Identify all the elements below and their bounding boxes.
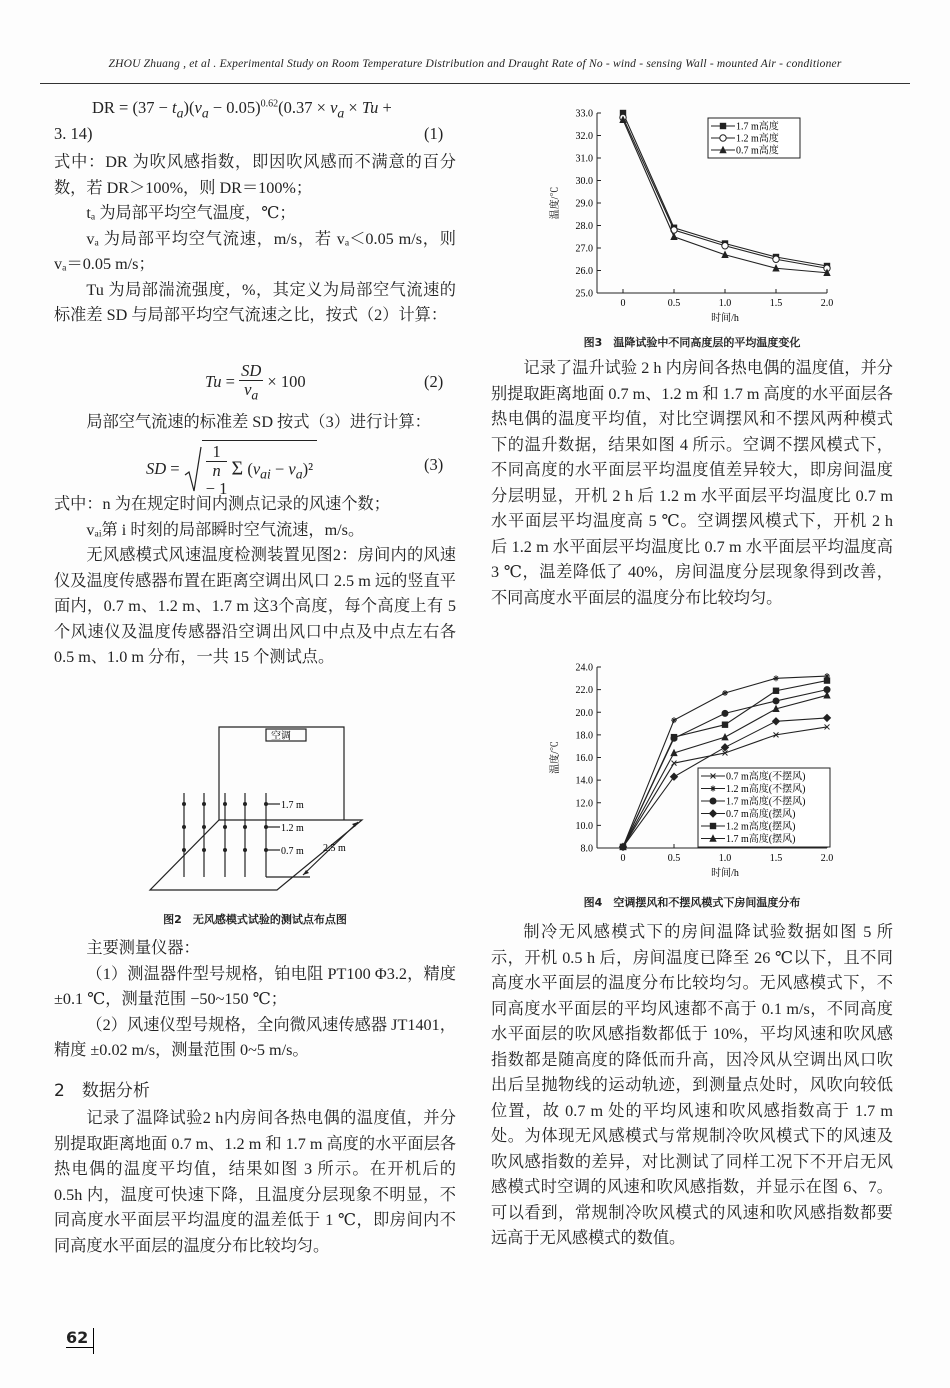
- y-tick-label: 25.0: [575, 288, 593, 300]
- paragraph-instruments: 主要测量仪器：: [86, 939, 200, 957]
- data-point: [671, 717, 677, 723]
- paragraph-instrument-1: （1）测温器件型号规格，铂电阻 PT100 Φ3.2，精度 ±0.1 ℃，测量范围 −50~150 ℃；: [54, 964, 456, 1008]
- equation-2: Tu = $\frac{SD}{v_a}$ × 100: [205, 361, 306, 403]
- data-point: [824, 677, 830, 683]
- figure-3-chart: [530, 100, 850, 325]
- paragraph-temperature-rise: 记录了温升试验 2 h 内房间各热电偶的温度值，并分别提取距离地面 0.7 m、1.2 m 和 1.7 m 高度的水平面层各热电偶的温度平均值，对比空调摆风和不摆风两种模式下的温升数据，结果如图 4 所示。空调不摆风模式下，不同高度的水平面层平均温度值差异较大，即房间温度分层明显，开机 2 h 后 1.2 m 水平面层平均温度比 0.7 m 水平面层平均温度高 5 ℃。空调摆风模式下，开机 2 h 后 1.2 m 水平面层平均温度比 0.7 m 水平面层平均温度高 3 ℃，温差降低了 40%，房间温度分层现象得到改善，不同高度水平面层的温度分布比较均匀。: [491, 359, 893, 607]
- x-tick-label: 0.5: [667, 853, 681, 864]
- equation-1-cont: 3. 14): [54, 124, 93, 143]
- legend-label: 1.7 m高度(不摆风): [726, 796, 806, 808]
- x-tick-label: 0: [620, 298, 626, 309]
- figure-4-chart: [530, 655, 850, 880]
- paragraph-temperature-fall: 记录了温降试验2 h内房间各热电偶的温度值，并分别提取距离地面 0.7 m、1.2 m 和 1.7 m 高度的水平面层各热电偶的温度平均值，结果如图 3 所示。在开机后的 0.5h 内，温度可快速下降，且温度分层现象不明显，不同高度水平面层平均温度的温差低于 1 ℃，即房间内不同高度水平面层的温度分布比较均匀。: [54, 1109, 456, 1255]
- figure-4-caption: 图4 空调摆风和不摆风模式下房间温度分布: [583, 896, 801, 909]
- data-point: [670, 773, 678, 781]
- paragraph-vai: vₐᵢ第 i 时刻的局部瞬时空气流速，m/s。: [86, 520, 365, 539]
- legend-label: 0.7 m高度(不摆风): [726, 771, 806, 783]
- paragraph-n: 式中：n 为在规定时间内测点记录的风速个数；: [54, 495, 390, 513]
- y-axis-label: 温度/℃: [550, 186, 561, 220]
- data-point: [773, 675, 779, 681]
- equation-3: SD = 1 n − 1 Σ $(v_{ai} - v_a)^2$: [146, 440, 317, 500]
- legend-label: 1.7 m高度: [736, 121, 779, 133]
- y-tick-label: 24.0: [575, 662, 593, 674]
- legend-marker: [720, 135, 726, 141]
- paragraph-va: vₐ 为局部平均空气流速，m/s，若 vₐ＜0.05 m/s，则 vₐ＝0.05 m/s；: [54, 229, 456, 273]
- legend-label: 1.2 m高度: [736, 133, 779, 145]
- left-text-sd: [54, 410, 456, 436]
- data-point: [773, 697, 780, 704]
- header-rule: [40, 83, 910, 84]
- equation-1-number: (1): [424, 124, 444, 143]
- y-tick-label: 8.0: [580, 843, 593, 855]
- data-point: [722, 690, 728, 696]
- data-point: [721, 743, 729, 751]
- y-axis-label: 温度/℃: [550, 741, 561, 774]
- y-tick-label: 20.0: [575, 707, 593, 719]
- left-text-block-2: [54, 492, 456, 671]
- left-text-block-1: [54, 150, 456, 329]
- data-point: [772, 717, 780, 725]
- y-tick-label: 28.0: [575, 221, 593, 232]
- equation-3-number: (3): [424, 455, 444, 474]
- y-tick-label: 30.0: [575, 176, 593, 187]
- legend-marker: [710, 798, 717, 805]
- x-tick-label: 0: [620, 853, 626, 864]
- paragraph-sd: 局部空气流速的标准差 SD 按式（3）进行计算：: [86, 413, 431, 431]
- legend-label: 0.7 m高度(摆风): [726, 809, 796, 820]
- legend-marker: [710, 823, 716, 829]
- legend-label: 1.2 m高度(不摆风): [726, 784, 806, 795]
- height-label-12: 1.2 m: [281, 823, 304, 834]
- height-label-17: 1.7 m: [281, 800, 304, 811]
- y-tick-label: 26.0: [575, 266, 593, 277]
- right-text-block-2: [491, 920, 893, 1252]
- y-tick-label: 32.0: [575, 131, 593, 142]
- paragraph-tu: Tu 为局部湍流强度，%，其定义为局部空气流速的标准差 SD 与局部平均空气流速之比，按式（2）计算：: [54, 280, 456, 324]
- left-text-block-3: [54, 936, 456, 1064]
- equation-1: DR = $(37 - t_a)(v_a - 0.05)^{0.62}(0.37 \times v_a \times Tu$ +: [92, 98, 392, 121]
- data-point: [823, 714, 831, 722]
- data-point: [722, 721, 728, 727]
- y-tick-label: 12.0: [575, 798, 593, 810]
- data-point: [670, 233, 677, 240]
- right-text-block-1: [491, 356, 893, 611]
- section-heading-2: 2 数据分析: [54, 1081, 150, 1101]
- paragraph-instrument-2: （2）风速仪型号规格，全向微风速传感器 JT1401，精度 ±0.02 m/s，测量范围 0~5 m/s。: [54, 1015, 456, 1059]
- y-tick-label: 33.0: [575, 108, 593, 120]
- data-point: [823, 691, 830, 698]
- legend-label: 0.7 m高度: [736, 145, 779, 157]
- left-text-block-4: [54, 1106, 456, 1259]
- data-point: [671, 734, 677, 740]
- data-point: [773, 256, 779, 262]
- equation-2-number: (2): [424, 372, 444, 391]
- x-axis-label: 时间/h: [711, 313, 739, 324]
- x-tick-label: 2.0: [820, 853, 834, 864]
- paragraph-setup: 无风感模式风速温度检测装置见图2：房间内的风速仪及温度传感器布置在距离空调出风口 2.5 m 远的竖直平面内，0.7 m、1.2 m、1.7 m 这3个高度，每个高度上有 5 个风速仪及温度传感器沿空调出风口中点及中点左右各 0.5 m、1.0 m 分布，一共 15 个测试点。: [54, 546, 456, 666]
- data-point: [773, 688, 779, 694]
- y-tick-label: 22.0: [575, 685, 593, 697]
- y-tick-label: 14.0: [575, 775, 593, 787]
- height-label-07: 0.7 m: [281, 846, 304, 857]
- x-tick-label: 2.0: [820, 298, 834, 309]
- paragraph-dr: 式中：DR 为吹风感指数，即因吹风感而不满意的百分数，若 DR＞100%，则 DR＝100%；: [54, 153, 456, 197]
- paragraph-cooling: 制冷无风感模式下的房间温降试验数据如图 5 所示，开机 0.5 h 后，房间温度已降至 26 ℃以下，且不同高度水平面层的温度分布比较均匀。无风感模式下，不同高度水平面层的平均风速都不高于 0.1 m/s，不同高度水平面层的吹风感指数都低于 10%，平均风速和吹风感指数都是随高度的降低而升高，因冷风从空调出风口吹出后呈抛物线的运动轨迹，到测量点处时，风吹向较低位置，故 0.7 m 处的平均风速和吹风感指数高于 1.7 m 处。为体现无风感模式与常规制冷吹风模式下的风速及吹风感指数的差异，对比测试了同样工况下不开启无风感模式时空调的风速和吹风感指数，并显示在图 6、7。可以看到，常规制冷吹风模式的风速和吹风感指数都要远高于无风感模式的数值。: [491, 923, 893, 1247]
- running-header: ZHOU Zhuang , et al . Experimental Study on Room Temperature Distribution and Draught Rate of No - wind - sensing Wall - mounted Air - conditioner: [108, 58, 842, 70]
- data-point: [722, 243, 728, 249]
- y-tick-label: 10.0: [575, 820, 593, 832]
- legend-marker: [720, 123, 726, 129]
- x-axis-label: 时间/h: [711, 868, 739, 879]
- distance-label: 2.5 m: [323, 843, 346, 854]
- y-tick-label: 16.0: [575, 753, 593, 764]
- data-point: [722, 710, 729, 717]
- x-tick-label: 1.0: [718, 853, 732, 864]
- x-tick-label: 1.5: [769, 853, 783, 864]
- y-tick-label: 27.0: [575, 243, 593, 255]
- paragraph-ta: tₐ 为局部平均空气温度，℃；: [86, 204, 296, 222]
- figure-2-caption: 图2 无风感模式试验的测试点布点图: [163, 913, 347, 926]
- legend-label: 1.2 m高度(摆风): [726, 821, 796, 833]
- figure-2-diagram: [140, 715, 400, 905]
- y-tick-label: 18.0: [575, 730, 593, 742]
- y-tick-label: 31.0: [575, 153, 593, 165]
- data-point: [721, 733, 728, 740]
- y-tick-label: 29.0: [575, 198, 593, 210]
- sqrt-sign: [184, 445, 202, 495]
- page-number: 62: [66, 1328, 94, 1348]
- x-tick-label: 1.0: [718, 298, 732, 309]
- x-tick-label: 0.5: [667, 298, 681, 309]
- ac-label: 空调: [271, 731, 291, 742]
- legend-label: 1.7 m高度(摆风): [726, 834, 796, 845]
- x-tick-label: 1.5: [769, 298, 783, 309]
- figure-3-caption: 图3 温降试验中不同高度层的平均温度变化: [583, 336, 801, 349]
